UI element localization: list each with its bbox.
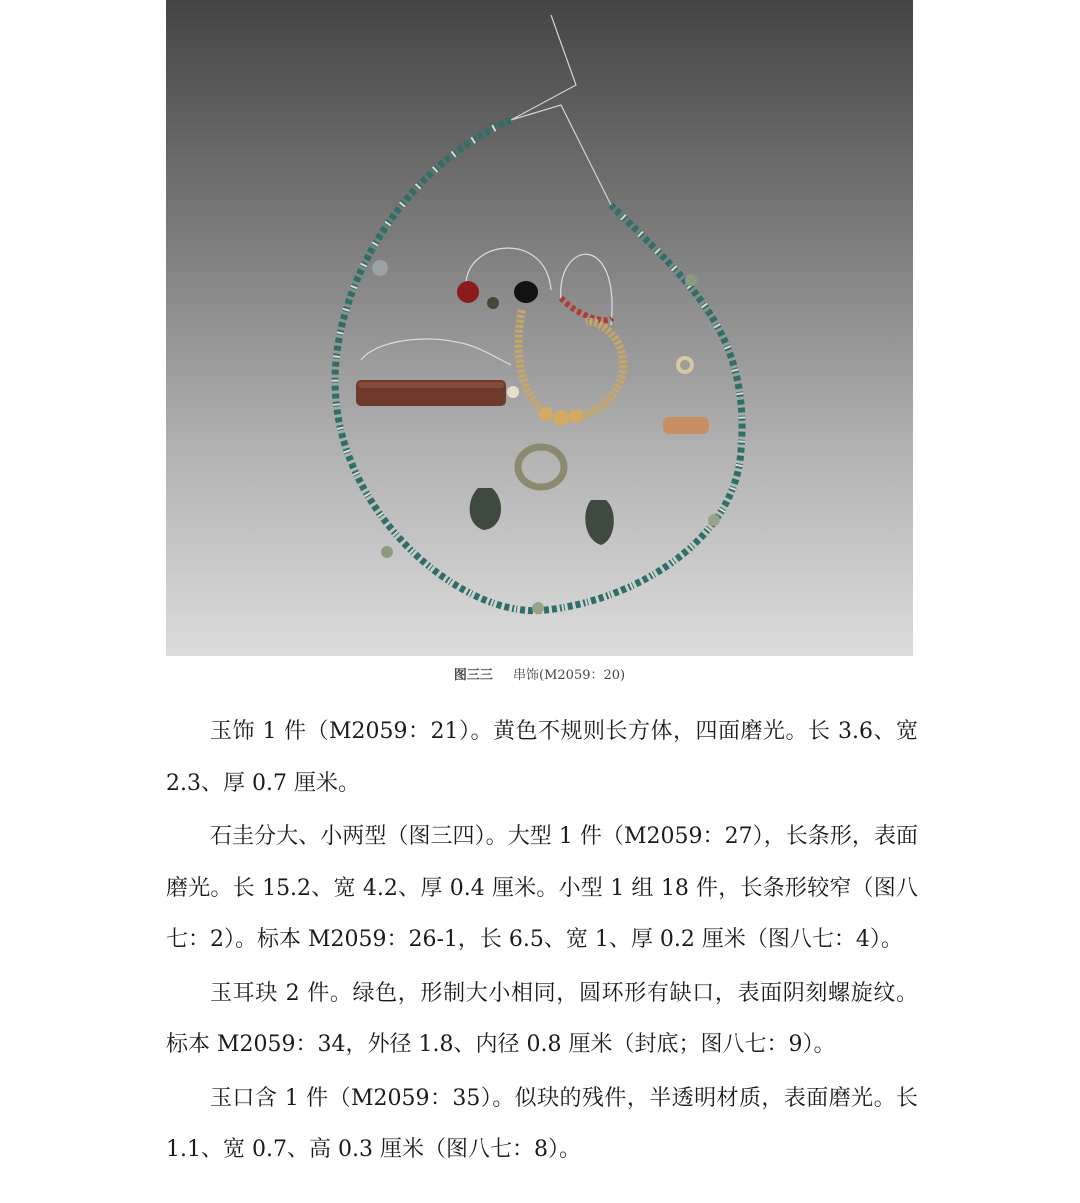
artifact-photo <box>166 0 913 656</box>
paragraph-jade-mouthpiece: 玉口含 1 件（M2059：35）。似玦的残件，半透明材质，表面磨光。长 1.1、宽 0.7、高 0.3 厘米（图八七：8）。 <box>166 1085 918 1162</box>
paragraph-jade-earring: 玉耳玦 2 件。绿色，形制大小相同，圆环形有缺口，表面阴刻螺旋纹。标本 M2059：34，外径 1.8、内径 0.8 厘米（封底；图八七：9）。 <box>166 980 918 1057</box>
body-text <box>166 706 918 1176</box>
paragraph-stone-gui: 石圭分大、小两型（图三四）。大型 1 件（M2059：27），长条形，表面磨光。长 15.2、宽 4.2、厚 0.4 厘米。小型 1 组 18 件，长条形较窄（图八七：2）。标本 M2059：26-1，长 6.5、宽 1、厚 0.2 厘米（图八七：4）。 <box>166 824 918 952</box>
figure-caption <box>166 664 913 683</box>
figure-number: 图三三 <box>453 668 493 683</box>
figure-caption-text: 串饰(M2059：20) <box>513 668 626 683</box>
paragraph-jade-ornament: 玉饰 1 件（M2059：21）。黄色不规则长方体，四面磨光。长 3.6、宽 2.3、厚 0.7 厘米。 <box>166 719 918 796</box>
